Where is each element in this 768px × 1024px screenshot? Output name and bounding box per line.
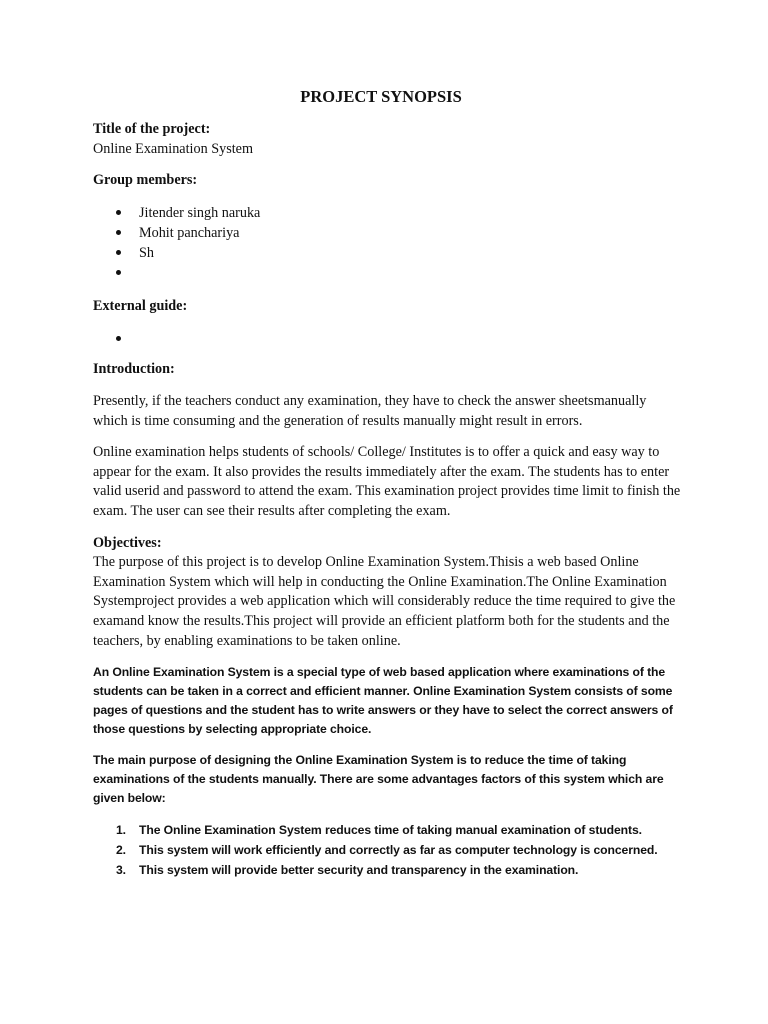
bullet-icon bbox=[116, 230, 121, 235]
project-title-heading: Title of the project: bbox=[93, 121, 211, 137]
external-guide-list bbox=[93, 328, 683, 348]
objectives-paragraph: The purpose of this project is to develop Online Examination System.Thisis a web based Online Examination System which will help in conducting the Online Examination.The Online Examination Systemproject provides a web application which will considerably reduce the time required to give the examand know the results.This project will provide an efficient platform both for the students and the teachers, by enabling examinations to be taken online. bbox=[93, 554, 676, 649]
advantage-text: This system will provide better security and transparency in the examination. bbox=[139, 863, 579, 878]
document-title: PROJECT SYNOPSIS bbox=[300, 87, 462, 106]
list-number: 1. bbox=[116, 823, 126, 838]
group-member-name: Sh bbox=[139, 244, 154, 261]
advantage-text: The Online Examination System reduces time of taking manual examination of students. bbox=[139, 823, 642, 838]
list-item bbox=[93, 203, 683, 223]
list-item bbox=[93, 328, 683, 348]
list-item bbox=[93, 223, 683, 243]
bullet-icon bbox=[116, 270, 121, 275]
description-paragraph: The main purpose of designing the Online Examination System is to reduce the time of taking examinations of the students manually. There are some advantages factors of this system which are given below: bbox=[93, 753, 664, 806]
advantages-list bbox=[93, 820, 683, 880]
group-member-name: Jitender singh naruka bbox=[139, 204, 261, 221]
objectives-heading: Objectives: bbox=[93, 534, 162, 551]
description-paragraph: An Online Examination System is a special type of web based application where examinations of the students can be taken in a correct and efficient manner. Online Examination System consists of some pages of questions and the student has to write answers or they have to select the correct answers of those questions by selecting appropriate choice. bbox=[93, 665, 673, 737]
list-number: 3. bbox=[116, 863, 126, 878]
group-members-heading: Group members: bbox=[93, 172, 198, 189]
introduction-paragraph: Online examination helps students of schools/ College/ Institutes is to offer a quick and easy way to appear for the exam. It also provides the results immediately after the exam. The students has to enter valid userid and password to attend the exam. This examination project provides time limit to finish the exam. The user can see their results after completing the exam. bbox=[93, 444, 681, 519]
list-item bbox=[93, 820, 683, 840]
external-guide-heading: External guide: bbox=[93, 297, 188, 314]
bullet-icon bbox=[116, 336, 121, 341]
list-item bbox=[93, 840, 683, 860]
bullet-icon bbox=[116, 250, 121, 255]
advantage-text: This system will work efficiently and correctly as far as computer technology is concerned. bbox=[139, 843, 658, 858]
list-number: 2. bbox=[116, 843, 126, 858]
group-members-list bbox=[93, 203, 683, 283]
document-content bbox=[93, 86, 683, 880]
group-member-name: Mohit panchariya bbox=[139, 224, 240, 241]
introduction-heading: Introduction: bbox=[93, 361, 175, 378]
bullet-icon bbox=[116, 210, 121, 215]
project-title: Online Examination System bbox=[93, 140, 253, 157]
list-item bbox=[93, 263, 683, 283]
list-item bbox=[93, 860, 683, 880]
introduction-paragraph: Presently, if the teachers conduct any examination, they have to check the answer sheetsmanually which is time consuming and the generation of results manually might result in errors. bbox=[93, 392, 647, 429]
list-item bbox=[93, 243, 683, 263]
